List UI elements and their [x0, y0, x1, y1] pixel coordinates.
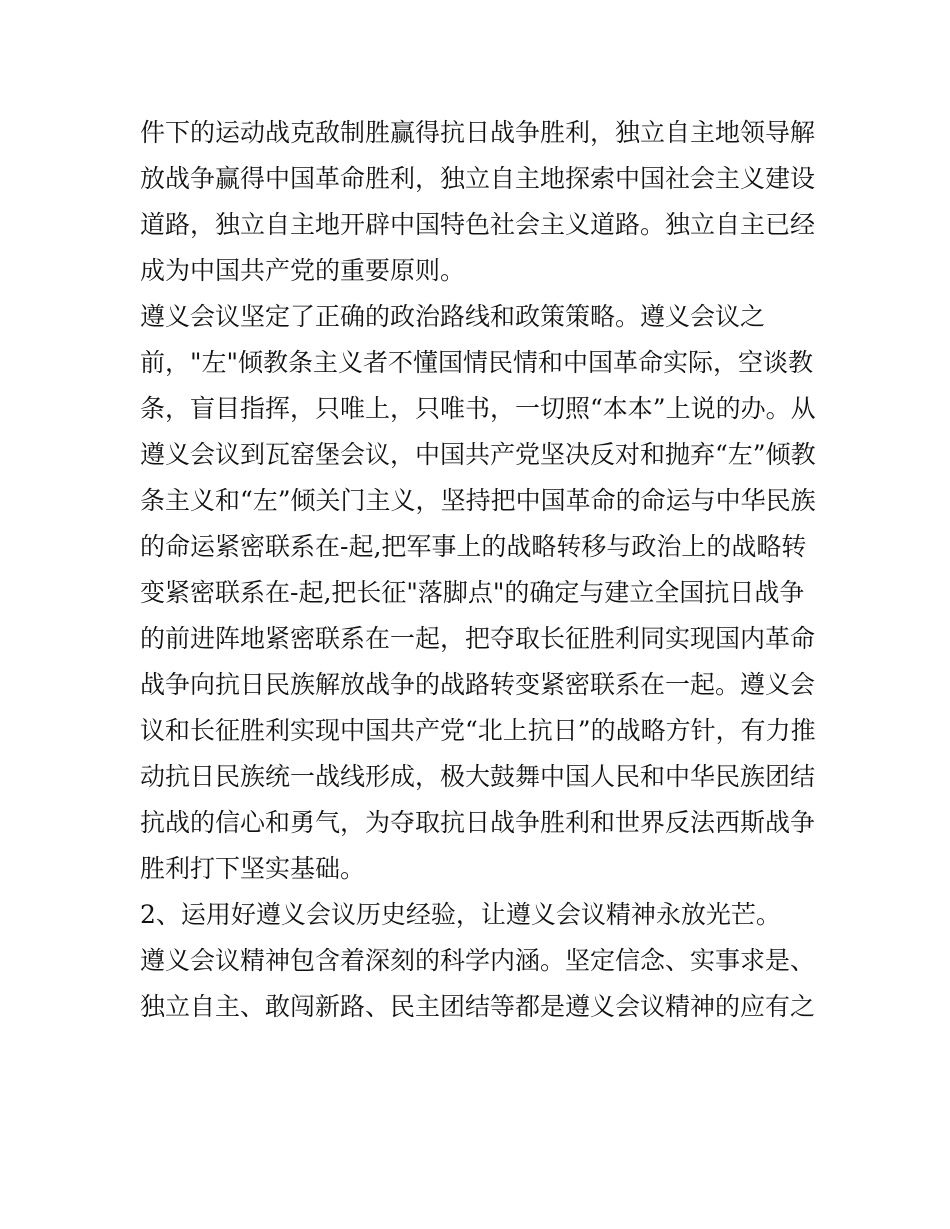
text-line: 的命运紧密联系在-起,把军事上的战略转移与政治上的战略转 — [140, 532, 807, 561]
text-line: 变紧密联系在-起,把长征"落脚点"的确定与建立全国抗日战争 — [140, 578, 805, 607]
text-line: 胜利打下坚实基础。 — [140, 854, 366, 883]
text-line: 成为中国共产党的重要原则。 — [140, 256, 466, 285]
text-line: 条，盲目指挥，只唯上，只唯书，一切照“本本”上说的办。从 — [140, 394, 816, 423]
text-line: 议和长征胜利实现中国共产党“北上抗日”的战略方针，有力推 — [140, 716, 816, 745]
text-line: 的前进阵地紧密联系在一起，把夺取长征胜利同实现国内革命 — [140, 624, 816, 653]
text-line: 放战争赢得中国革命胜利，独立自主地探索中国社会主义建设 — [140, 164, 816, 193]
text-line: 条主义和“左”倾关门主义，坚持把中国革命的命运与中华民族 — [140, 486, 816, 515]
text-line: 件下的运动战克敌制胜赢得抗日战争胜利，独立自主地领导解 — [140, 118, 816, 147]
text-line: 独立自主、敢闯新路、民主团结等都是遵义会议精神的应有之 — [140, 992, 816, 1021]
document-body — [140, 110, 820, 1030]
text-line: 遵义会议坚定了正确的政治路线和政策策略。遵义会议之 — [140, 302, 766, 331]
section-heading: 2、运用好遵义会议历史经验，让遵义会议精神永放光芒。 — [140, 900, 781, 929]
text-line: 道路，独立自主地开辟中国特色社会主义道路。独立自主已经 — [140, 210, 816, 239]
text-line: 抗战的信心和勇气，为夺取抗日战争胜利和世界反法西斯战争 — [140, 808, 816, 837]
text-line: 战争向抗日民族解放战争的战路转变紧密联系在一起。遵义会 — [140, 670, 816, 699]
text-line: 前，"左"倾教条主义者不懂国情民情和中国革命实际，空谈教 — [140, 348, 814, 377]
text-line: 遵义会议到瓦窑堡会议，中国共产党坚决反对和抛弃“左”倾教 — [140, 440, 816, 469]
text-line: 动抗日民族统一战线形成，极大鼓舞中国人民和中华民族团结 — [140, 762, 816, 791]
text-line: 遵义会议精神包含着深刻的科学内涵。坚定信念、实事求是、 — [140, 946, 816, 975]
